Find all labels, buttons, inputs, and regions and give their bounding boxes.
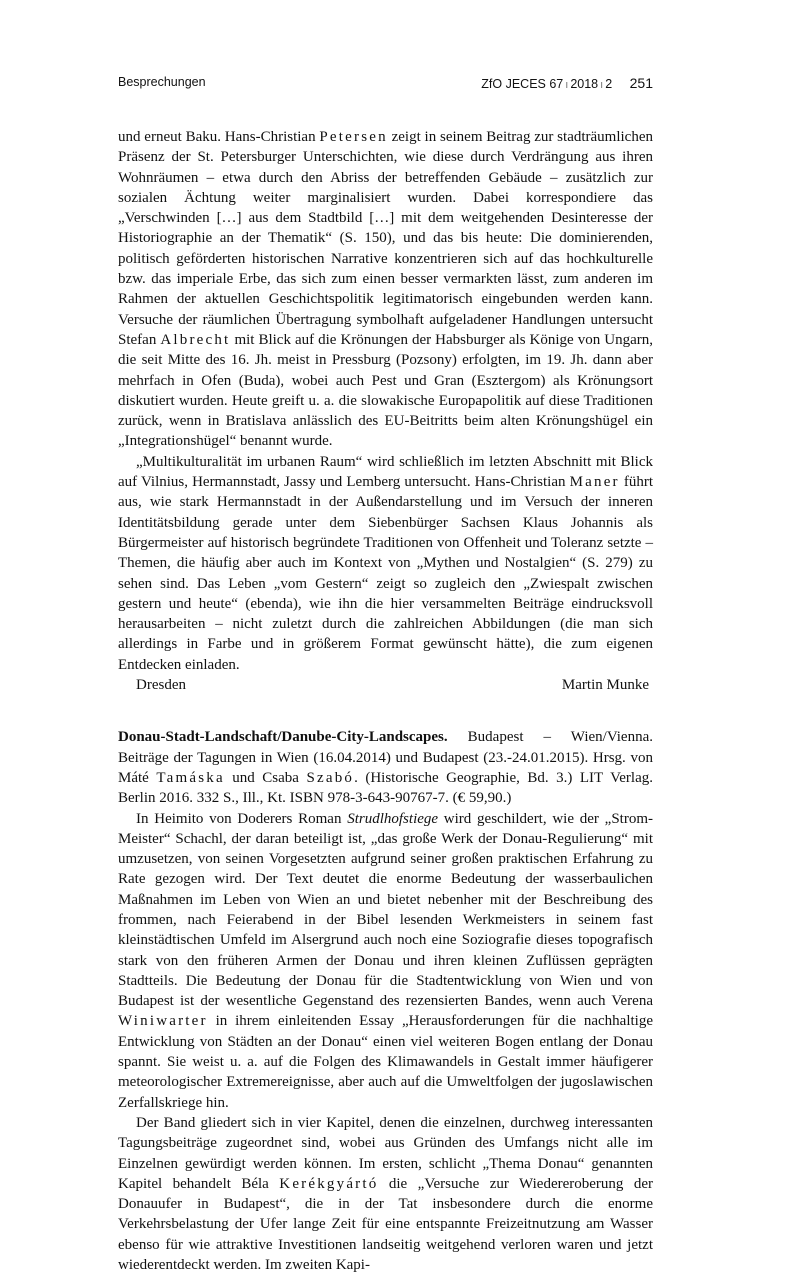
review1-paragraph-1: und erneut Baku. Hans-Christian Petersen zeigt in seinem Beitrag zur stadträumlichen Präsenz der St. Petersburger Unterschichten, wie diese durch Verdrängung aus ihren Wohnräumen – etwa durch den Abriss der betreffenden Gebäude – zusätzlich zur sozialen Ächtung weiter marginalisiert wurden. Dabei korrespondiere das „Verschwinden […] aus dem Stadtbild […] mit dem weitgehenden Desinteresse der Historiographie an der Thematik“ (S. 150), und das bis heute: Die dominierenden, politisch geförderten historischen Narrative konzentrieren sich auf das hochkulturelle bzw. das imperiale Erbe, das sich zum einen besser vermarkten lässt, zum anderen im Rahmen der aktuellen Geschichtspolitik legitimatorisch eingebunden werden kann. Versuche der räumlichen Übertragung symbolhaft aufgeladener Handlungen untersucht Stefan Albrecht mit Blick auf die Krönungen der Habsburger als Könige von Ungarn, die seit Mitte des 16. Jh. meist in Pressburg (Pozsony) erfolgten, im 19. Jh. dann aber mehrfach in Ofen (Buda), wobei auch Pest und Gran (Esztergom) als Krönungsort diskutiert wurden. Heute greift u. a. die slowakische Europapolitik auf diese Traditionen zurück, wenn in Bratislava anlässlich des EU-Beitritts beim alten Krönungshügel ein „Integrationshügel“ benannt wurde. xyxy=(118,129,653,450)
separator-icon: ı xyxy=(600,79,604,91)
journal-name: ZfO JECES xyxy=(481,77,546,91)
page-body xyxy=(118,127,653,1275)
running-head xyxy=(118,75,653,95)
page-number: 251 xyxy=(629,75,653,91)
author-name: Kerékgyártó xyxy=(279,1175,379,1192)
author-name: Winiwarter xyxy=(118,1013,208,1030)
review2-paragraph-1: In Heimito von Doderers Roman Strudlhofstiege wird geschildert, wie der „Strom-Meister“ Schachl, der daran beteiligt ist, „das große Werk der Donau-Regulierung“ mit umzusetzen, von seinen Vorgesetzten aufgrund seiner großen praktischen Erfahrung zu Rate gezogen wird. Der Text deutet die enorme Bedeutung der wasserbaulichen Maßnahmen im Leben von Wien an und bietet nebenher mit der Beschreibung des frommen, nach Feierabend in der Bibel lesenden Werkmeisters in seinem fast kleinstädtischen Umfeld im Alsergrund auch noch eine Soziografie dieses topografisch stark von den früheren Armen der Donau und ihren kleinen Zuflüssen geprägten Stadtteils. Die Bedeutung der Donau für die Stadtentwicklung von Wien und von Budapest ist der wesentliche Gegenstand des rezensierten Bandes, wenn auch Verena Winiwarter in ihrem einleitenden Essay „Herausforderungen für die nachhaltige Entwicklung von Städten an der Donau“ einen viel weiteren Bogen entlang der Donau spannt. Sie weist u. a. auf die Folgen des Klimawandels in Gestalt immer häufigerer meteorologischer Extremereignisse, aber auch auf die Umweltfolgen der jugoslawischen Zerfallskriege hin. xyxy=(118,810,653,1111)
editor-name: Szabó xyxy=(306,769,355,786)
review-place: Dresden xyxy=(136,677,186,694)
volume: 67 xyxy=(549,77,564,91)
work-title: Strudlhofstiege xyxy=(347,810,439,827)
review2-header: Donau-Stadt-Landschaft/Danube-City-Landscapes. Budapest – Wien/Vienna. Beiträge der Tagungen in Wien (16.04.2014) und Budapest (23.-24.01.2015). Hrsg. von Máté Tamáska und Csaba Szabó. (Historische Geographie, Bd. 3.) LIT Verlag. Berlin 2016. 332 S., Ill., Kt. ISBN 978-3-643-90767-7. (€ 59,90.) xyxy=(118,729,653,807)
separator-icon: ı xyxy=(565,79,569,91)
review-title: Donau-Stadt-Landschaft/Danube-City-Landscapes. xyxy=(118,729,448,746)
section-title: Besprechungen xyxy=(118,75,206,89)
author-name: Petersen xyxy=(319,129,388,145)
review2-paragraph-2: Der Band gliedert sich in vier Kapitel, denen die einzelnen, durchweg interessanten Tagungsbeiträge zugeordnet sind, wobei aus Gründen des Umfangs nicht alle im Einzelnen gewürdigt werden können. Im ersten, schlicht „Thema Donau“ genannten Kapitel behandelt Béla Kerékgyártó die „Versuche zur Wiedereroberung der Donauufer in Budapest“, die in der Tat insbesondere durch die enorme Verkehrsbelastung der Ufer lange Zeit für eine entspannte Freizeitnutzung am Wasser ebenso für wie attraktive Investitionen landseitig weitgehend verloren waren und jetzt wiederentdeckt werden. Im zweiten Kapi- xyxy=(118,1114,653,1274)
journal-info xyxy=(481,75,653,91)
review1-signature xyxy=(118,675,653,695)
review1-paragraph-2: „Multikulturalität im urbanen Raum“ wird schließlich im letzten Abschnitt mit Blick auf Vilnius, Hermannstadt, Jassy und Lemberg untersucht. Hans-Christian Maner führt aus, wie stark Hermannstadt in der Außendarstellung und im Versuch der inneren Identitätsbildung gerade unter dem Siebenbürger Sachsen Klaus Johannis als Bürgermeister auf historisch begründete Traditionen von Offenheit und Toleranz setzte – Themen, die häufig aber auch im Kontext von „Mythen und Nostalgien“ (S. 279) zu sehen sind. Das Leben „vom Gestern“ zeigt so zugleich den „Zwiespalt zwischen gestern und heute“ (ebenda), wie ihn die hier versammelten Beiträge eindrucksvoll herausarbeiten – nicht zuletzt durch die zahlreichen Abbildungen (die man sich allerdings in Farbe und in größerem Format gewünscht hätte), die zum eigenen Entdecken einladen. xyxy=(118,453,653,673)
editor-name: Tamáska xyxy=(156,769,225,786)
issue: 2 xyxy=(605,77,613,91)
year: 2018 xyxy=(570,77,599,91)
reviewer-name: Martin Munke xyxy=(561,677,649,694)
section-gap xyxy=(118,695,653,727)
author-name: Albrecht xyxy=(160,331,231,348)
author-name: Maner xyxy=(569,474,620,491)
